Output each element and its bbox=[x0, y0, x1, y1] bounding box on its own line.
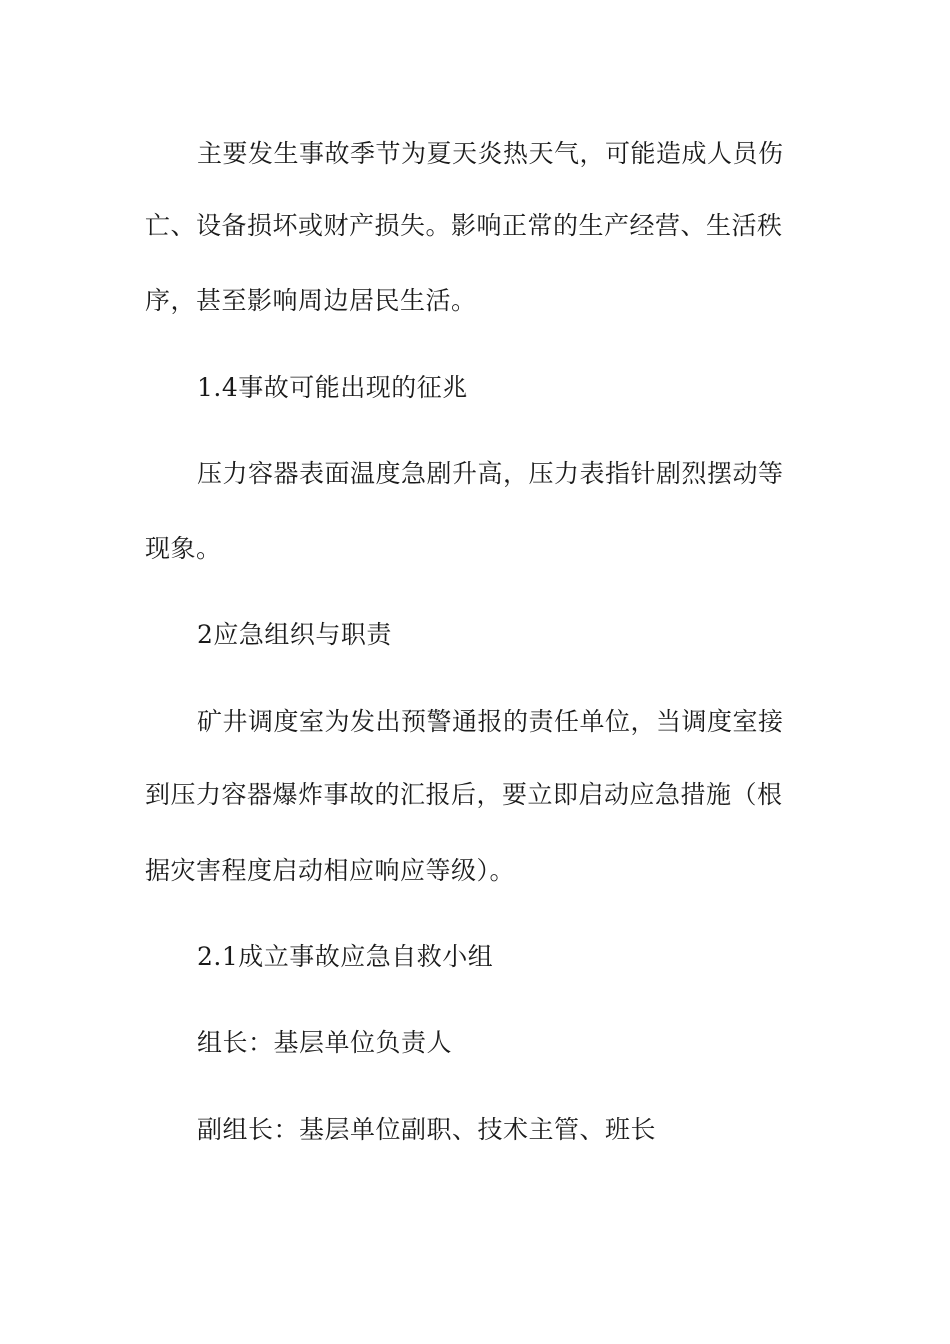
paragraph-line: 到压力容器爆炸事故的汇报后，要立即启动应急措施（根 bbox=[145, 780, 783, 809]
paragraph-line: 矿井调度室为发出预警通报的责任单位，当调度室接 bbox=[197, 707, 784, 736]
section-heading: 2.1成立事故应急自救小组 bbox=[197, 942, 494, 971]
paragraph-line: 序，甚至影响周边居民生活。 bbox=[145, 286, 477, 315]
section-heading: 2应急组织与职责 bbox=[197, 620, 392, 649]
paragraph-line: 组长：基层单位负责人 bbox=[197, 1028, 453, 1057]
paragraph-line: 亡、设备损坏或财产损失。影响正常的生产经营、生活秩 bbox=[145, 211, 783, 240]
section-heading: 1.4事故可能出现的征兆 bbox=[197, 373, 468, 402]
paragraph-line: 现象。 bbox=[145, 534, 222, 563]
paragraph-line: 压力容器表面温度急剧升高，压力表指针剧烈摆动等 bbox=[197, 459, 784, 488]
paragraph-line: 副组长：基层单位副职、技术主管、班长 bbox=[197, 1115, 657, 1144]
paragraph-line: 主要发生事故季节为夏天炎热天气，可能造成人员伤 bbox=[197, 139, 784, 168]
paragraph-line: 据灾害程度启动相应响应等级）。 bbox=[145, 856, 516, 885]
